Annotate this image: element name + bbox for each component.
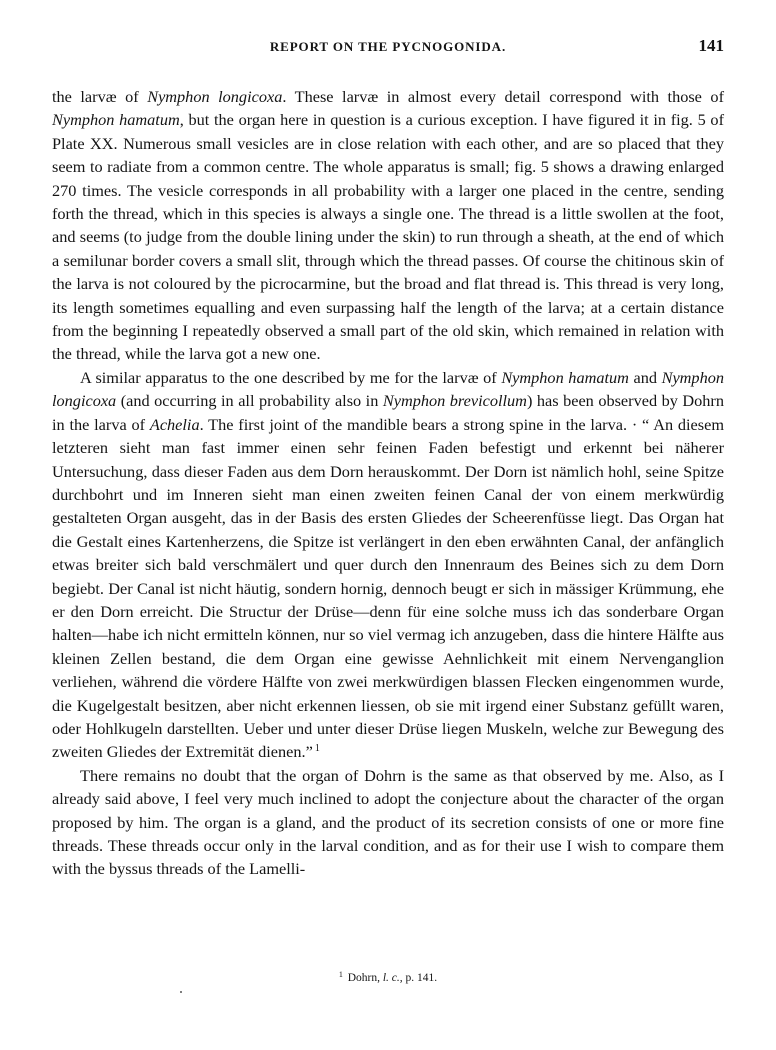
- print-speck: [180, 991, 182, 993]
- running-title: REPORT ON THE PYCNOGONIDA.: [269, 39, 507, 54]
- text-run: ) has been observed by Dohrn in the larva of: [52, 391, 724, 434]
- text-run: . These larvæ in almost every detail correspond with those of: [282, 87, 724, 106]
- text-run: There remains no doubt that the organ of Dohrn is the same as that observed by me. Also, as I already said above, I feel very much inclined to adopt the conjecture about the character of the organ proposed by him. The organ is a gland, and the product of its secretion consists of one or more fine threads. These threads occur only in the larval condition, and as for their use I wish to compare them with the byssus threads of the Lamelli-: [52, 765, 724, 879]
- italic-term: Nymphon longicoxa: [147, 87, 283, 106]
- text-run: (and occurring in all probability also in: [116, 391, 383, 411]
- footnote-author: Dohrn,: [347, 972, 380, 984]
- body-text: [52, 85, 724, 881]
- paragraph: [52, 366, 724, 764]
- text-run: , but the organ here in question is a curious exception. I have figured it in fig. 5 of Plate XX. Numerous small vesicles are in close relation with each other, and are so placed that they seem to radiate from a common centre. The whole apparatus is small; fig. 5 shows a drawing enlarged 270 times. The vesicle corresponds in all probability with a larger one placed in the centre, sending forth the thread, which in this species is always a single one. The thread is a little swollen at the foot, and seems (to judge from the double lining under the skin) to run through a sheath, at the end of which a semilunar border covers a small slit, through which the thread passes. Of course the chitinous skin of the larva is not coloured by the picrocarmine, but the broad and flat thread is. This thread is very long, its length sometimes equalling and even surpassing half the length of the larva; at a certain distance from the beginning I repeatedly observed a small part of the old skin, which remained in relation with the thread, while the larva got a new one.: [52, 110, 724, 364]
- footnote-mark: 1: [338, 970, 343, 979]
- page-header: [52, 36, 724, 60]
- footnote: [0, 970, 776, 984]
- footnote-cite: l. c.,: [382, 972, 403, 984]
- page-number: 141: [698, 36, 724, 55]
- footnote-ref: 1: [314, 743, 320, 755]
- italic-term: Achelia: [149, 414, 200, 434]
- text-run: . The first joint of the mandible bears a strong spine in the larva. · “ An diesem letzteren sieht man fast immer einen sehr feinen Faden befestigt und erkennt bei näherer Untersuchung, dass dieser Faden aus dem Dorn herauskommt. Der Dorn ist nämlich hohl, seine Spitze durchbohrt und im Inneren sieht man einen zweiten feinen Canal der von einem merkwürdig gestalteten Organ ausgeht, das in der Basis des ersten Gliedes der Scheerenfüsse liegt. Das Organ hat die Gestalt eines Kartenherzens, die Spitze ist verlängert in den eben erwähnten Canal, der anfänglich etwas breiter sich bald verschmälert und quer durch den Innenraum des Beines sich zu dem Dorn begiebt. Der Canal ist nicht häutig, sondern hornig, dennoch beugt er sich in mässiger Krümmung, ehe er den Dorn erreicht. Die Structur der Drüse—denn für eine solche muss ich das sonderbare Organ halten—habe ich nicht ermitteln können, nur so viel vermag ich anzugeben, dass die hintere Hälfte aus kleinen Zellen bestand, die dem Organ eine gewisse Aehnlichkeit mit einem Nervenganglion verliehen, während die vördere Hälfte von zwei merkwürdigen blassen Flecken eingenommen wurde, die Kugelgestalt besitzen, aber nicht erkennen liessen, ob sie mit irgend einer Substanz gefüllt waren, oder Hohlkugeln darstellten. Ueber und unter dieser Drüse liegen Muskeln, welche zur Bewegung des zweiten Gliedes der Extremität dienen.”: [52, 414, 725, 762]
- footnote-page: p. 141.: [405, 972, 438, 984]
- paragraph: [52, 85, 724, 366]
- italic-term: Nymphon brevicollum: [382, 391, 527, 411]
- text-run: and: [628, 367, 662, 387]
- paragraph: [52, 764, 724, 881]
- italic-term: Nymphon longicoxa: [52, 367, 724, 411]
- italic-term: Nymphon hamatum: [52, 110, 180, 130]
- italic-term: Nymphon hamatum: [501, 367, 629, 387]
- text-run: A similar apparatus to the one described by me for the larvæ of: [80, 367, 502, 387]
- text-run: the larvæ of: [52, 87, 148, 106]
